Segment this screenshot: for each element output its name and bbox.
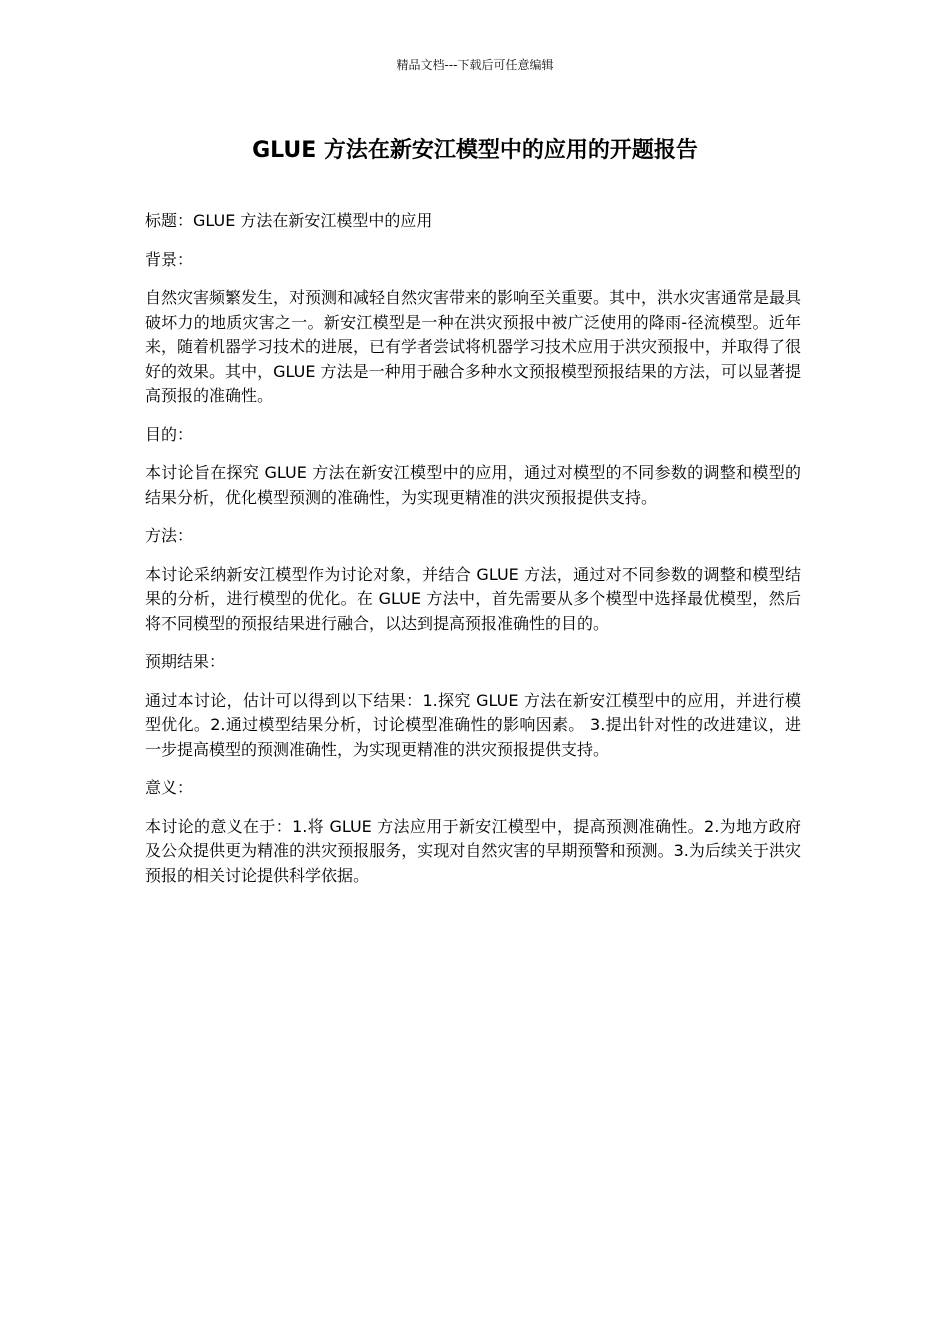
document-body <box>145 209 801 902</box>
section-label-expected-results: 预期结果： <box>145 652 226 671</box>
page-header-watermark: 精品文档---下载后可任意编辑 <box>396 58 554 72</box>
section-body-significance: 本讨论的意义在于：1.将 GLUE 方法应用于新安江模型中，提高预测准确性。2.为地方政府及公众提供更为精准的洪灾预报服务，实现对自然灾害的早期预警和预测。3.为后续关于洪灾预报的相关讨论提供科学依据。 <box>145 816 801 885</box>
section-body-background: 自然灾害频繁发生，对预测和减轻自然灾害带来的影响至关重要。其中，洪水灾害通常是最具破坏力的地质灾害之一。新安江模型是一种在洪灾预报中被广泛使用的降雨-径流模型。近年来，随着机器学习技术的进展，已有学者尝试将机器学习技术应用于洪灾预报中，并取得了很好的效果。其中，GLUE 方法是一种用于融合多种水文预报模型预报结果的方法，可以显著提高预报的准确性。 <box>145 288 802 405</box>
section-body-purpose: 本讨论旨在探究 GLUE 方法在新安江模型中的应用，通过对模型的不同参数的调整和模型的结果分析，优化模型预测的准确性，为实现更精准的洪灾预报提供支持。 <box>145 463 801 507</box>
topic-line: 标题：GLUE 方法在新安江模型中的应用 <box>145 211 433 230</box>
section-label-significance: 意义： <box>145 778 194 797</box>
section-body-expected-results: 通过本讨论，估计可以得到以下结果：1.探究 GLUE 方法在新安江模型中的应用，并进行模型优化。2.通过模型结果分析，讨论模型准确性的影响因素。 3.提出针对性的改进建议，进一步提高模型的预测准确性，为实现更精准的洪灾预报提供支持。 <box>145 690 801 759</box>
section-label-method: 方法： <box>145 526 194 545</box>
section-label-purpose: 目的： <box>145 424 194 444</box>
document-title: GLUE 方法在新安江模型中的应用的开题报告 <box>252 138 698 163</box>
section-body-method: 本讨论采纳新安江模型作为讨论对象，并结合 GLUE 方法，通过对不同参数的调整和模型结果的分析，进行模型的优化。在 GLUE 方法中，首先需要从多个模型中选择最优模型，然后将不同模型的预报结果进行融合，以达到提高预报准确性的目的。 <box>145 564 801 633</box>
section-label-background: 背景： <box>145 249 194 269</box>
